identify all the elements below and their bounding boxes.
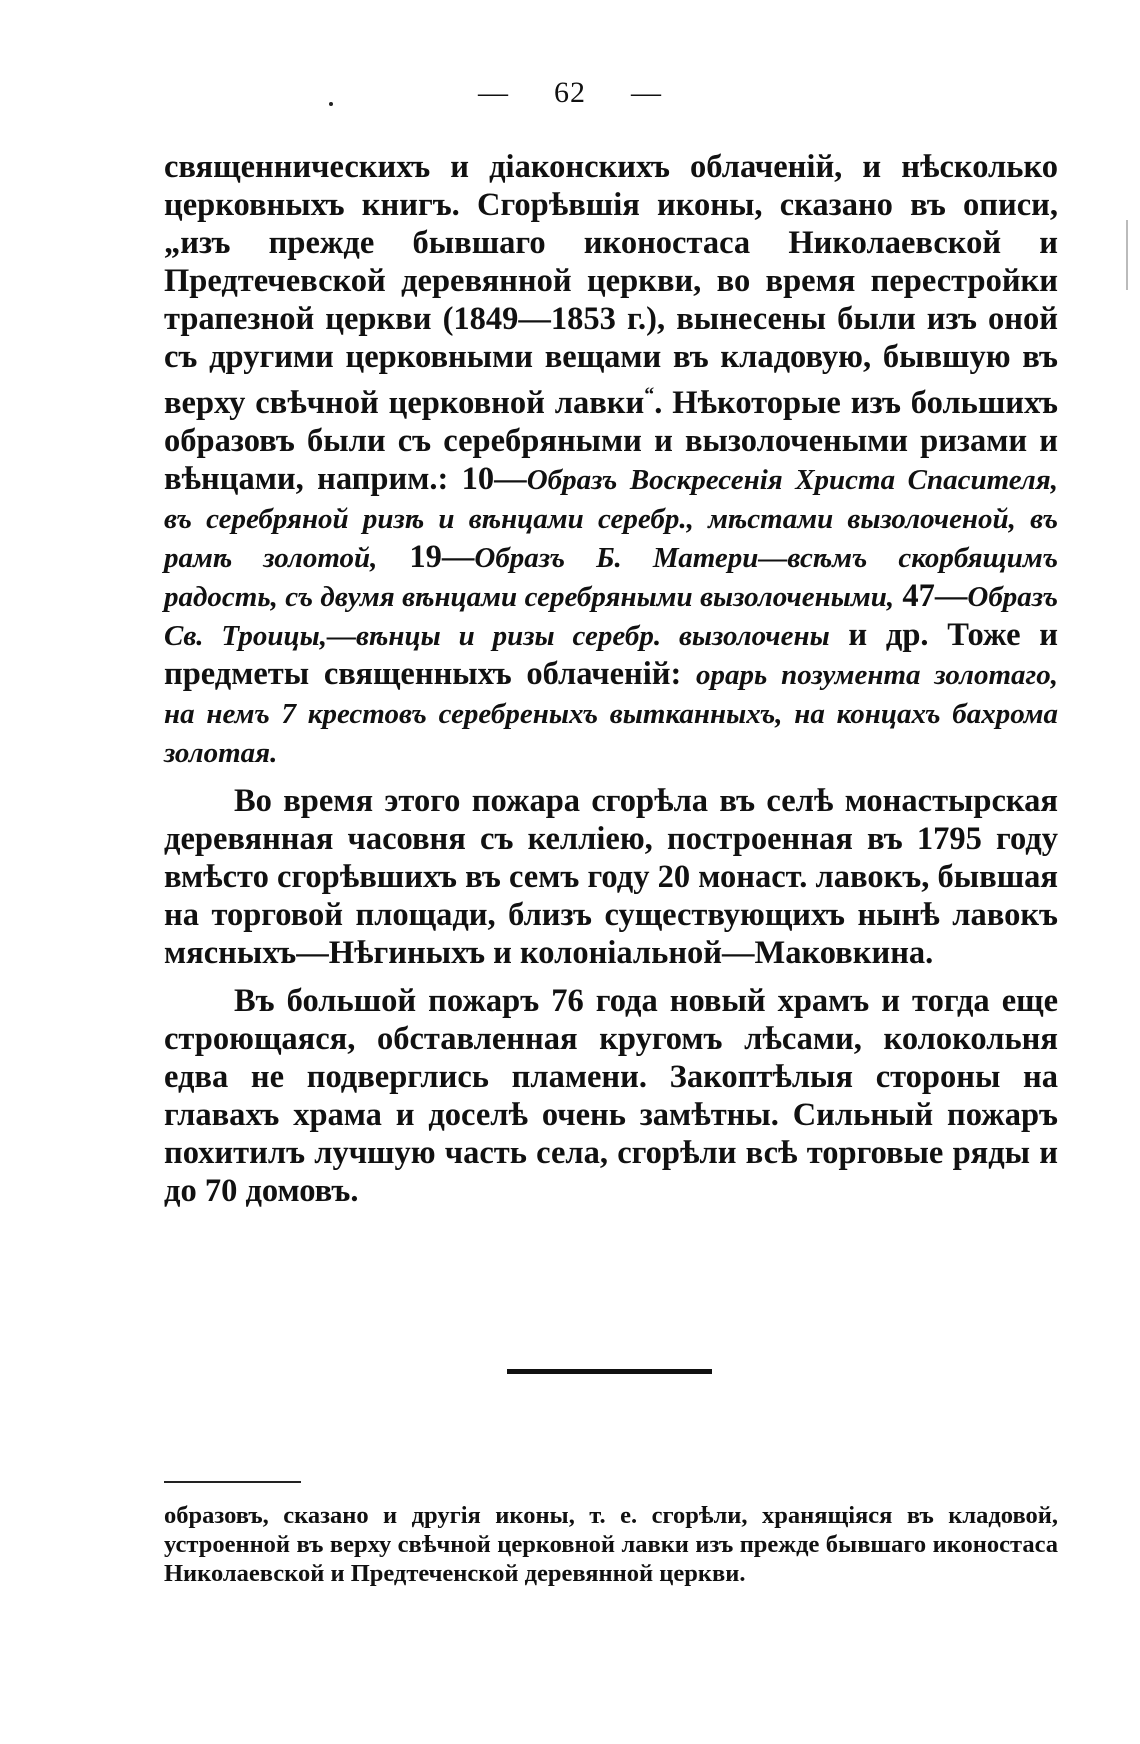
- p1-italic-4: орарь позумента золотаго, на немъ 7 крестовъ серебреныхъ вытканныхъ, на концахъ бахрома золотая.: [164, 659, 1058, 769]
- page-number-value: 62: [554, 76, 586, 109]
- p1-text-1: священническихъ и діаконскихъ облаченій, и нѣсколько церковныхъ книгъ. Сгорѣвшія иконы, сказано въ описи, „изъ прежде бывшаго иконостаса Николаевской и Предтечевской деревянной церкви, во время перестройки трапезной церкви (1849—1853 г.), вынесены были изъ оной съ другими церковными вещами въ кладовую, бывшую въ верху свѣчной церковной лавки: [164, 149, 1058, 421]
- p1-text-2: . Нѣкоторые изъ большихъ образовъ были съ серебряными и вызолочеными ризами и вѣнцами, наприм.: 10—: [164, 385, 1058, 497]
- p1-text-4: 47—: [894, 578, 968, 614]
- p1-text-3: 19—: [377, 539, 475, 575]
- p1-italic-1: Образъ Воскресенія Христа Спасителя, въ серебряной ризѣ и вѣнцами серебр., мѣстами вызолоченой, въ рамѣ золотой,: [164, 464, 1058, 574]
- footnote-rule: [164, 1481, 301, 1483]
- p1-italic-2: Образъ Б. Матери—всѣмъ скорбящимъ радость, съ двумя вѣнцами серебряными вызолочеными,: [164, 542, 1058, 613]
- paragraph-1: [164, 148, 1058, 772]
- p1-text-5: и др. Тоже и предметы священныхъ облаченій:: [164, 617, 1058, 692]
- footnote: образовъ, сказано и другія иконы, т. е. сгорѣли, хранящіяся въ кладовой, устроенной въ верху свѣчной церковной лавки изъ прежде бывшаго иконостаса Николаевской и Предтеченской деревянной церкви.: [164, 1502, 1058, 1587]
- margin-mark: [1126, 220, 1128, 290]
- section-divider: [507, 1369, 712, 1374]
- p1-italic-3: Образъ Св. Троицы,—вѣнцы и ризы серебр. вызолочены: [164, 581, 1059, 652]
- paragraph-2: Во время этого пожара сгорѣла въ селѣ монастырская деревянная часовня съ келліею, построенная въ 1795 году вмѣсто сгорѣвшихъ въ семъ году 20 монаст. лавокъ, бывшая на торговой площади, близъ существующихъ нынѣ лавокъ мясныхъ—Нѣгиныхъ и колоніальной—Маковкина.: [164, 783, 1058, 971]
- page-number-suffix: —: [631, 76, 662, 109]
- page-number: [0, 76, 1140, 110]
- footnote-mark: “: [644, 384, 655, 406]
- page-number-prefix: —: [478, 76, 509, 109]
- paragraph-3: Въ большой пожаръ 76 года новый храмъ и тогда еще строющаяся, обставленная кругомъ лѣсами, колокольня едва не подверглись пламени. Закоптѣлыя стороны на главахъ храма и доселѣ очень замѣтны. Сильный пожаръ похитилъ лучшую часть села, сгорѣли всѣ торговые ряды и до 70 домовъ.: [164, 983, 1058, 1209]
- body-text: [164, 148, 1058, 1210]
- stray-dot: [329, 102, 333, 106]
